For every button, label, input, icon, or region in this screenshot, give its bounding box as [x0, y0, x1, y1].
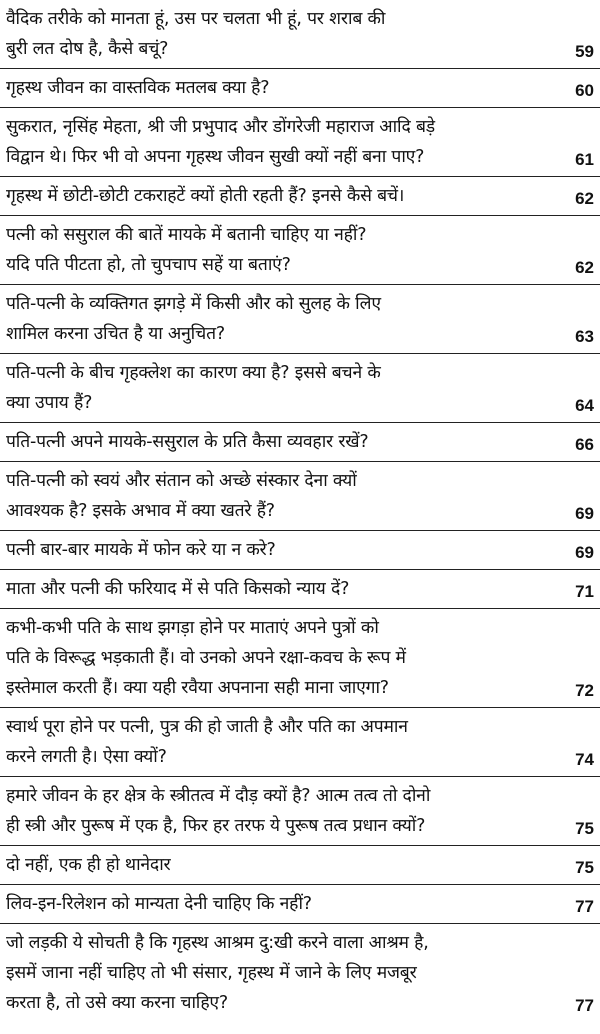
toc-entry: [0, 423, 600, 462]
toc-entry: [0, 0, 600, 69]
toc-entry-question: [0, 531, 550, 569]
toc-entry-question: [0, 885, 550, 923]
toc-entry-line: दो नहीं, एक ही हो थानेदार: [6, 855, 171, 875]
toc-entry: [0, 708, 600, 777]
toc-entry-line: जो लड़की ये सोचती है कि गृहस्थ आश्रम दु:खी करने वाला आश्रम है,: [6, 933, 429, 953]
toc-entry: [0, 69, 600, 108]
toc-entry-line: पत्नी बार-बार मायके में फोन करे या न करे?: [6, 540, 276, 560]
toc-entry-page-number: 62: [575, 189, 594, 208]
toc-entry-page-number: 61: [575, 150, 594, 169]
toc-entry-line: यदि पति पीटता हो, तो चुपचाप सहें या बताएं?: [6, 255, 291, 275]
toc-entry-line: माता और पत्नी की फरियाद में से पति किसको न्याय दें?: [6, 579, 350, 599]
toc-entry-question: [0, 462, 550, 530]
toc-entry-line: स्वार्थ पूरा होने पर पत्नी, पुत्र की हो जाती है और पति का अपमान: [6, 717, 408, 737]
toc-entry-line: गृहस्थ में छोटी-छोटी टकराहटें क्यों होती रहती हैं? इनसे कैसे बचें।: [6, 186, 405, 206]
toc-entry-page-number: 63: [575, 327, 594, 346]
toc-entry-line: लिव-इन-रिलेशन को मान्यता देनी चाहिए कि नहीं?: [6, 894, 312, 914]
toc-entry-line: पति-पत्नी के व्यक्तिगत झगड़े में किसी और को सुलह के लिए: [6, 294, 381, 314]
toc-entry-line: सुकरात, नृसिंह मेहता, श्री जी प्रभुपाद और डोंगरेजी महाराज आदि बड़े: [6, 117, 435, 137]
toc-entry-line: ही स्त्री और पुरूष में एक है, फिर हर तरफ ये पुरूष तत्व प्रधान क्यों?: [6, 816, 426, 836]
toc-entry-line: इसमें जाना नहीं चाहिए तो भी संसार, गृहस्थ में जाने के लिए मजबूर: [6, 963, 417, 983]
toc-entry: [0, 531, 600, 570]
toc-entry-question: [0, 570, 550, 608]
toc-entry-page-number: 77: [575, 996, 594, 1015]
toc-entry-line: आवश्यक है? इसके अभाव में क्या खतरे हैं?: [6, 501, 275, 521]
toc-entry: [0, 216, 600, 285]
toc-entry-line: पत्नी को ससुराल की बातें मायके में बतानी चाहिए या नहीं?: [6, 225, 367, 245]
toc-entry-line: क्या उपाय हैं?: [6, 393, 93, 413]
toc-entry-question: [0, 609, 550, 707]
toc-entry-page-number: 75: [575, 858, 594, 877]
toc-entry-line: पति-पत्नी अपने मायके-ससुराल के प्रति कैसा व्यवहार रखें?: [6, 432, 369, 452]
toc-entry-question: [0, 924, 550, 1022]
toc-entry-page-number: 64: [575, 396, 594, 415]
toc-entry-question: [0, 423, 550, 461]
toc-entry: [0, 777, 600, 846]
toc-entry-page-number: 62: [575, 258, 594, 277]
toc-entry-question: [0, 777, 550, 845]
toc-entry-line: बुरी लत दोष है, कैसे बचूं?: [6, 39, 169, 59]
toc-entry-line: गृहस्थ जीवन का वास्तविक मतलब क्या है?: [6, 78, 270, 98]
toc-entry-page-number: 77: [575, 897, 594, 916]
toc-entry-page-number: 66: [575, 435, 594, 454]
toc-entry: [0, 924, 600, 1022]
toc-entry-question: [0, 216, 550, 284]
toc-entry: [0, 354, 600, 423]
toc-entry-line: शामिल करना उचित है या अनुचित?: [6, 324, 225, 344]
toc-entry-line: कभी-कभी पति के साथ झगड़ा होने पर माताएं अपने पुत्रों को: [6, 618, 379, 638]
toc-entry-line: विद्वान थे। फिर भी वो अपना गृहस्थ जीवन सुखी क्यों नहीं बना पाए?: [6, 147, 425, 167]
toc-entry: [0, 570, 600, 609]
toc-entry: [0, 885, 600, 924]
toc-entry-question: [0, 708, 550, 776]
toc-entry: [0, 462, 600, 531]
toc-entry-line: करता है, तो उसे क्या करना चाहिए?: [6, 993, 228, 1013]
toc-entry: [0, 108, 600, 177]
toc-entry: [0, 609, 600, 708]
toc-entry-line: पति-पत्नी के बीच गृहक्लेश का कारण क्या है? इससे बचने के: [6, 363, 381, 383]
toc-entry-line: पति के विरूद्ध भड़काती हैं। वो उनको अपने रक्षा-कवच के रूप में: [6, 648, 406, 668]
toc-entry-page-number: 72: [575, 681, 594, 700]
toc-entry-question: [0, 354, 550, 422]
toc-entry-question: [0, 846, 550, 884]
toc-entry-page-number: 69: [575, 504, 594, 523]
toc-entry: [0, 177, 600, 216]
toc-entry-line: इस्तेमाल करती हैं। क्या यही रवैया अपनाना सही माना जाएगा?: [6, 678, 389, 698]
toc-entry-page-number: 71: [575, 582, 594, 601]
toc-entry: [0, 846, 600, 885]
toc-entry-question: [0, 69, 550, 107]
toc-entry-page-number: 74: [575, 750, 594, 769]
toc-entry-line: पति-पत्नी को स्वयं और संतान को अच्छे संस्कार देना क्यों: [6, 471, 357, 491]
toc-entry-question: [0, 285, 550, 353]
toc-entry-page-number: 59: [575, 42, 594, 61]
toc-entry: [0, 285, 600, 354]
toc-entry-line: करने लगती है। ऐसा क्यों?: [6, 747, 167, 767]
toc-entry-page-number: 60: [575, 81, 594, 100]
toc-entry-line: हमारे जीवन के हर क्षेत्र के स्त्रीतत्व में दौड़ क्यों है? आत्म तत्व तो दोनो: [6, 786, 431, 806]
toc-entry-page-number: 75: [575, 819, 594, 838]
toc-entry-question: [0, 0, 550, 68]
toc-entry-page-number: 69: [575, 543, 594, 562]
toc-entry-question: [0, 177, 550, 215]
toc-entry-line: वैदिक तरीके को मानता हूं, उस पर चलता भी हूं, पर शराब की: [6, 9, 386, 29]
toc-entry-question: [0, 108, 550, 176]
